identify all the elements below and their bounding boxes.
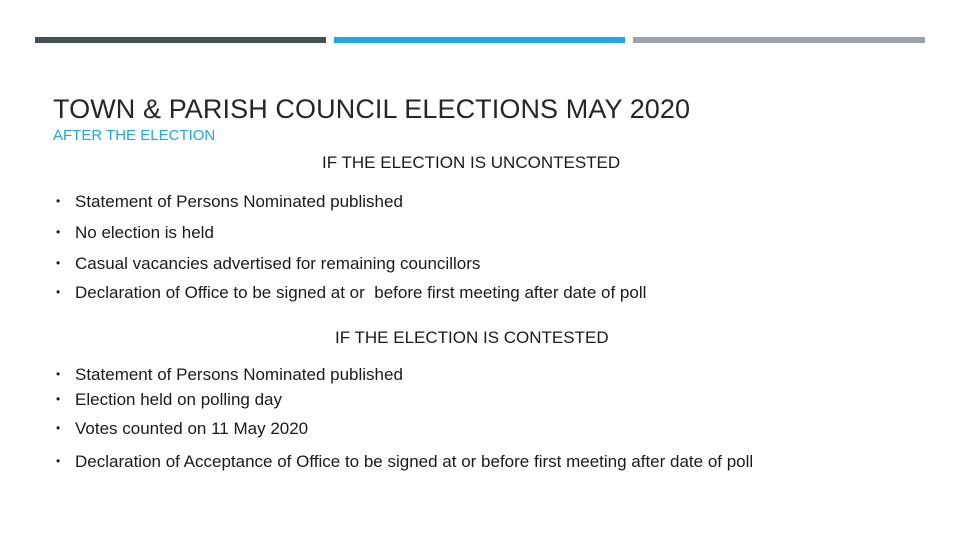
bullet-icon: • (56, 392, 61, 406)
contested-item-text: Declaration of Acceptance of Office to be signed at or before first meeting after date of poll (75, 452, 754, 471)
uncontested-heading: IF THE ELECTION IS UNCONTESTED (322, 153, 621, 172)
uncontested-item-text: No election is held (75, 223, 214, 242)
contested-item (56, 419, 308, 439)
uncontested-item (56, 254, 480, 274)
decorative-bar-dark (35, 37, 326, 43)
uncontested-item-text: Casual vacancies advertised for remaining councillors (75, 254, 481, 273)
bullet-icon: • (56, 194, 61, 208)
bullet-icon: • (56, 421, 61, 435)
contested-item-text: Votes counted on 11 May 2020 (75, 419, 309, 438)
uncontested-item-text: Declaration of Office to be signed at or before first meeting after date of poll (75, 283, 647, 302)
decorative-bar-blue (334, 37, 625, 43)
bullet-icon: • (56, 367, 61, 381)
contested-heading: IF THE ELECTION IS CONTESTED (335, 328, 609, 347)
contested-item (56, 365, 403, 385)
uncontested-item (56, 192, 403, 212)
bullet-icon: • (56, 256, 61, 270)
contested-item (56, 390, 282, 410)
slide-subtitle: AFTER THE ELECTION (53, 127, 216, 144)
uncontested-item-text: Statement of Persons Nominated published (75, 192, 403, 211)
bullet-icon: • (56, 454, 61, 468)
slide-title: TOWN & PARISH COUNCIL ELECTIONS MAY 2020 (53, 94, 691, 124)
bullet-icon: • (56, 285, 61, 299)
decorative-bar-grey (633, 37, 925, 43)
uncontested-item (56, 283, 646, 303)
contested-item (56, 452, 753, 472)
uncontested-item (56, 223, 214, 243)
bullet-icon: • (56, 225, 61, 239)
contested-item-text: Statement of Persons Nominated published (75, 365, 403, 384)
contested-item-text: Election held on polling day (75, 390, 282, 409)
